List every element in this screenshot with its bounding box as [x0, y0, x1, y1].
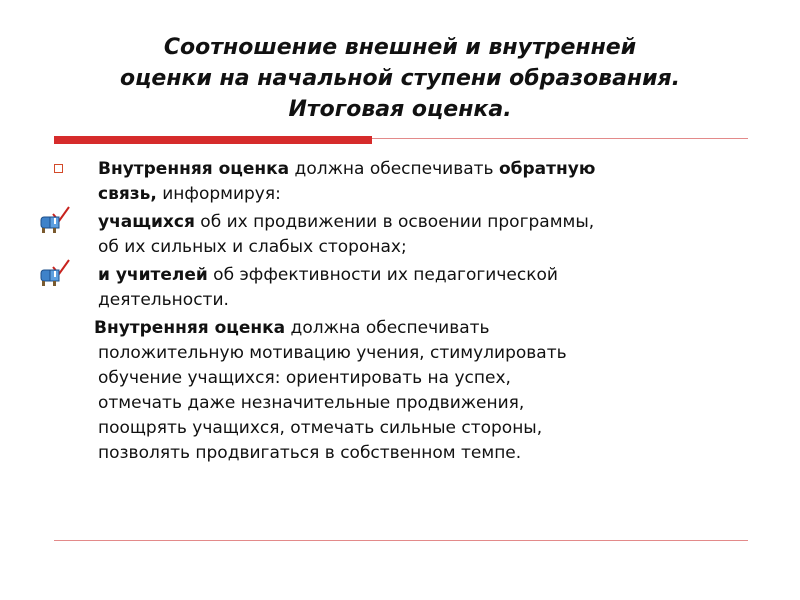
title-line-1: Соотношение внешней и внутренней — [163, 35, 637, 60]
bullet-students — [98, 210, 758, 260]
mailbox-check-icon — [39, 204, 71, 234]
para2-line-6: позволять продвигаться в собственном темпе. — [98, 443, 522, 463]
mailbox-check-icon — [39, 257, 71, 287]
bullet2-text-b: деятельности. — [98, 290, 229, 310]
para2-line-4: отмечать даже незначительные продвижения, — [98, 393, 525, 413]
title-line-3: Итоговая оценка. — [288, 97, 512, 122]
bullet2-text-a: об эффективности их педагогической — [207, 265, 558, 285]
para2-line-5: поощрять учащихся, отмечать сильные стороны, — [98, 418, 543, 438]
square-bullet-icon — [54, 164, 63, 173]
bullet-teachers — [98, 263, 758, 313]
para1-text-b: информируя: — [156, 184, 281, 204]
para2-text-a: должна обеспечивать — [285, 318, 490, 338]
title-line-2: оценки на начальной ступени образования. — [119, 66, 681, 91]
term-internal-assessment: Внутренняя оценка — [98, 159, 290, 179]
term-feedback-cont: связь, — [98, 184, 157, 204]
bottom-rule-line — [54, 540, 748, 541]
paragraph-internal-motivation — [94, 316, 758, 466]
bullet1-text-a: об их продвижении в освоении программы, — [194, 212, 595, 232]
para2-line-2: положительную мотивацию учения, стимулировать — [98, 343, 567, 363]
slide-title — [40, 32, 760, 125]
slide-body — [94, 157, 758, 466]
term-internal-assessment-2: Внутренняя оценка — [94, 318, 286, 338]
bullet1-text-b: об их сильных и слабых сторонах; — [98, 237, 407, 257]
term-teachers: и учителей — [98, 265, 208, 285]
paragraph-internal-feedback — [98, 157, 758, 207]
para2-line-3: обучение учащихся: ориентировать на успех, — [98, 368, 511, 388]
term-students: учащихся — [98, 212, 195, 232]
para1-text-a: должна обеспечивать — [289, 159, 499, 179]
title-accent-bar — [54, 136, 372, 144]
term-feedback: обратную — [498, 159, 596, 179]
